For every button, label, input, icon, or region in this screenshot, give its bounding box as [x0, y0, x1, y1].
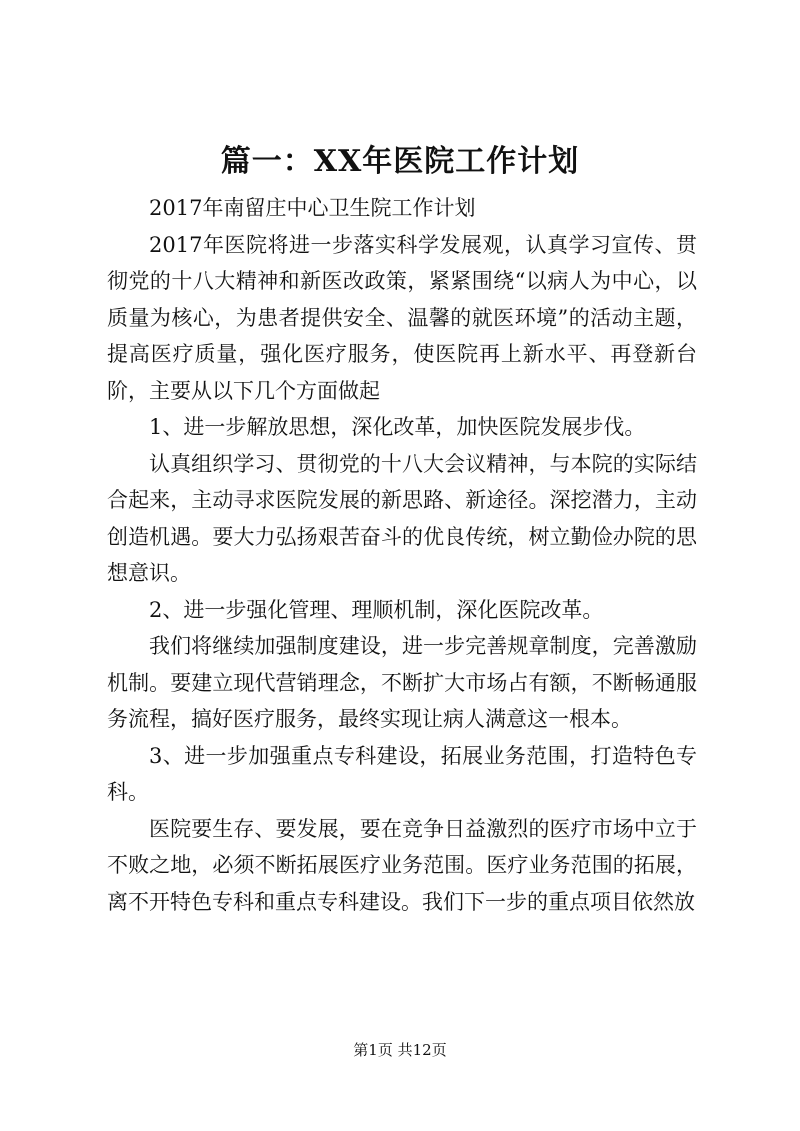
paragraph-intro: 2017年医院将进一步落实科学发展观，认真学习宣传、贯彻党的十八大精神和新医改政策，紧紧围绕“以病人为中心，以质量为核心，为患者提供安全、温馨的就医环境”的活动主题，提高医疗质量，强化医疗服务，使医院再上新水平、再登新台阶，主要从以下几个方面做起 — [107, 232, 697, 403]
section-heading-2: 2、进一步强化管理、理顺机制，深化医院改革。 — [149, 597, 604, 622]
document-body — [107, 190, 697, 920]
paragraph-section-1: 认真组织学习、贯彻党的十八大会议精神，与本院的实际结合起来，主动寻求医院发展的新思路、新途径。深挖潜力，主动创造机遇。要大力弘扬艰苦奋斗的优良传统，树立勤俭办院的思想意识。 — [107, 451, 697, 585]
page-footer: 第1页 共12页 — [353, 1041, 447, 1059]
paragraph-subtitle: 2017年南留庄中心卫生院工作计划 — [149, 196, 476, 220]
paragraph-section-2: 我们将继续加强制度建设，进一步完善规章制度，完善激励机制。要建立现代营销理念，不断扩大市场占有额，不断畅通服务流程，搞好医疗服务，最终实现让病人满意这一根本。 — [107, 634, 697, 731]
paragraph-section-3: 医院要生存、要发展，要在竞争日益激烈的医疗市场中立于不败之地，必须不断拓展医疗业务范围。医疗业务范围的拓展，离不开特色专科和重点专科建设。我们下一步的重点项目依然放 — [107, 816, 697, 914]
section-heading-1: 1、进一步解放思想，深化改革，加快医院发展步伐。 — [149, 415, 646, 439]
document-title: 篇一：XX年医院工作计划 — [220, 144, 580, 179]
section-heading-3: 3、进一步加强重点专科建设，拓展业务范围，打造特色专科。 — [107, 743, 697, 804]
